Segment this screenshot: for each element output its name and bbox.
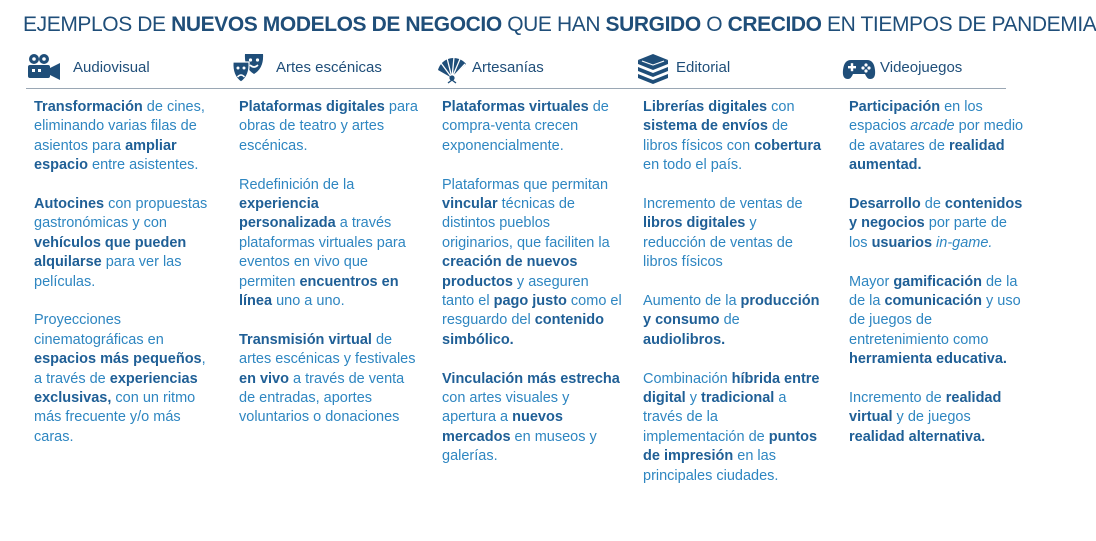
text-segment: in-game.	[936, 234, 993, 251]
text-segment: vincular	[442, 196, 498, 213]
text-segment: de	[719, 312, 740, 329]
column-header	[434, 50, 624, 86]
paragraph	[643, 98, 823, 176]
paragraph	[643, 370, 823, 486]
text-segment: herramienta educativa.	[849, 351, 1007, 368]
column-header	[841, 50, 1031, 86]
text-segment: Participación	[849, 99, 941, 115]
text-segment: vehículos que pueden alquilarse	[34, 234, 187, 271]
column-body	[34, 98, 214, 447]
text-segment: de libros físicos con	[643, 118, 789, 154]
text-segment: y uso de juegos de entretenimiento como	[849, 293, 1021, 348]
paragraph	[34, 195, 214, 292]
column-header	[26, 50, 216, 86]
paragraph	[643, 292, 823, 350]
paragraph	[849, 98, 1029, 176]
text-segment: Proyecciones cinematográficas en	[34, 312, 164, 348]
text-segment: para obras de teatro y artes escénicas.	[239, 99, 418, 154]
text-segment: cobertura	[754, 137, 822, 154]
column-title: Editorial	[676, 59, 731, 76]
text-segment: por medio de avatares de	[849, 118, 1024, 154]
text-segment: experiencias exclusivas,	[34, 370, 198, 407]
text-segment: con artes visuales y apertura a	[442, 390, 570, 426]
column-audiovisual	[26, 50, 216, 445]
text-segment: usuarios	[871, 234, 933, 251]
paragraph	[442, 176, 622, 351]
text-segment: , a través de	[34, 351, 206, 387]
paragraph	[239, 98, 419, 156]
text-segment: de artes escénicas y festivales	[239, 331, 416, 368]
text-segment: producción y consumo	[643, 293, 820, 329]
paragraph	[239, 331, 419, 428]
text-segment: Transformación	[34, 99, 143, 115]
text-segment: contenidos y negocios	[849, 196, 1023, 232]
text-segment: sistema de envíos	[643, 118, 768, 135]
video-camera-icon	[26, 52, 62, 84]
text-segment: experiencia personalizada	[239, 196, 336, 232]
text-segment: Mayor	[849, 273, 894, 290]
paragraph	[849, 273, 1029, 370]
columns	[26, 50, 1024, 535]
paragraph	[34, 311, 214, 447]
title-segment: NUEVOS MODELOS DE NEGOCIO	[171, 13, 502, 36]
text-segment: arcade	[910, 118, 955, 135]
text-segment: Plataformas digitales	[239, 99, 385, 115]
title-segment: SURGIDO	[605, 13, 701, 36]
column-body	[643, 98, 823, 486]
text-segment: comunicación	[884, 293, 982, 310]
text-segment: creación de nuevos productos	[442, 254, 578, 290]
text-segment: de cines, eliminando varias filas de asientos para	[34, 99, 205, 154]
text-segment: Combinación	[643, 370, 732, 387]
text-segment: Incremento de ventas de	[643, 196, 803, 213]
text-segment: y	[685, 390, 702, 407]
text-segment: audiolibros.	[643, 331, 726, 348]
column-header	[635, 50, 825, 86]
column-body	[442, 98, 622, 467]
column-title: Videojuegos	[880, 59, 963, 76]
text-segment: Incremento de	[849, 390, 946, 407]
text-segment: para ver las películas.	[34, 254, 182, 290]
header-divider	[26, 88, 1006, 89]
column-body	[239, 98, 419, 428]
text-segment: en todo el país.	[643, 157, 743, 174]
text-segment: tradicional	[701, 390, 775, 407]
text-segment: Vinculación más estrecha	[442, 370, 620, 387]
text-segment: Redefinición de la	[239, 176, 355, 193]
text-segment: ampliar espacio	[34, 137, 177, 174]
text-segment: en las principales ciudades.	[643, 448, 779, 484]
text-segment: espacios más pequeños	[34, 351, 202, 368]
paragraph	[239, 176, 419, 312]
title-segment: EJEMPLOS DE	[23, 13, 172, 36]
text-segment: en museos y galerías.	[442, 428, 597, 465]
folding-fan-icon	[434, 52, 470, 84]
text-segment: Transmisión virtual	[239, 331, 372, 348]
text-segment: con propuestas gastronómicas y con	[34, 196, 208, 232]
text-segment: Desarrollo	[849, 196, 921, 213]
column-title: Artesanías	[472, 59, 544, 76]
text-segment: y aseguren tanto el	[442, 273, 589, 310]
column-title: Audiovisual	[73, 59, 150, 76]
text-segment: en vivo	[239, 370, 289, 387]
title-segment: EN TIEMPOS DE PANDEMIA	[821, 13, 1096, 36]
column-editorial	[635, 50, 825, 484]
column-body	[849, 98, 1029, 447]
title-segment: QUE HAN	[501, 13, 606, 36]
column-title: Artes escénicas	[276, 59, 382, 76]
text-segment: uno a uno.	[272, 293, 345, 310]
text-segment: Plataformas virtuales	[442, 99, 589, 115]
text-segment: de	[920, 196, 945, 213]
text-segment: y reducción de ventas de libros físicos	[643, 215, 793, 271]
text-segment: entre asistentes.	[88, 157, 199, 174]
text-segment: como el resguardo del	[442, 293, 622, 329]
text-segment: de la de la	[849, 273, 1018, 310]
text-segment: con un ritmo más frecuente y/o más caras.	[34, 390, 196, 445]
text-segment: realidad aumentad.	[849, 137, 1005, 174]
paragraph	[849, 195, 1029, 253]
text-segment: nuevos mercados	[442, 409, 563, 445]
column-artes-escenicas	[231, 50, 421, 426]
text-segment: de compra-venta crecen exponencialmente.	[442, 99, 609, 154]
text-segment: a través de venta de entradas, aportes voluntarios o donaciones	[239, 370, 405, 426]
column-videojuegos	[841, 50, 1031, 445]
text-segment: a través plataformas virtuales para eventos en vivo que permiten	[239, 215, 406, 290]
text-segment: técnicas de distintos pueblos originarios, que faciliten la	[442, 196, 610, 251]
text-segment: puntos de impresión	[643, 428, 818, 465]
title-segment: CRECIDO	[727, 13, 822, 36]
text-segment: Aumento de la	[643, 293, 741, 310]
text-segment: encuentros en línea	[239, 273, 399, 310]
text-segment: libros digitales	[643, 215, 746, 232]
column-header	[231, 50, 421, 86]
text-segment: gamificación	[893, 273, 982, 290]
page-title	[23, 12, 1096, 38]
title-segment: O	[700, 13, 728, 36]
text-segment: realidad virtual	[849, 390, 1002, 426]
text-segment: a través de la implementación de	[643, 390, 787, 445]
column-artesanias	[434, 50, 624, 465]
text-segment: Librerías digitales	[643, 99, 768, 115]
text-segment: contenido simbólico.	[442, 312, 604, 348]
text-segment: en los espacios	[849, 99, 983, 135]
theater-masks-icon	[231, 52, 267, 84]
text-segment: Autocines	[34, 196, 105, 213]
text-segment: realidad alternativa.	[849, 428, 986, 445]
text-segment: híbrida entre digital	[643, 370, 820, 407]
paragraph	[34, 98, 214, 176]
paragraph	[849, 389, 1029, 447]
paragraph	[643, 195, 823, 273]
book-stack-icon	[635, 52, 671, 84]
text-segment: Plataformas que permitan	[442, 176, 609, 193]
paragraph	[442, 370, 622, 467]
gamepad-icon	[841, 52, 877, 84]
text-segment: y de juegos	[892, 409, 971, 426]
text-segment: por parte de los	[849, 215, 1007, 251]
paragraph	[442, 98, 622, 156]
text-segment: pago justo	[493, 293, 567, 310]
text-segment: con	[767, 99, 795, 115]
